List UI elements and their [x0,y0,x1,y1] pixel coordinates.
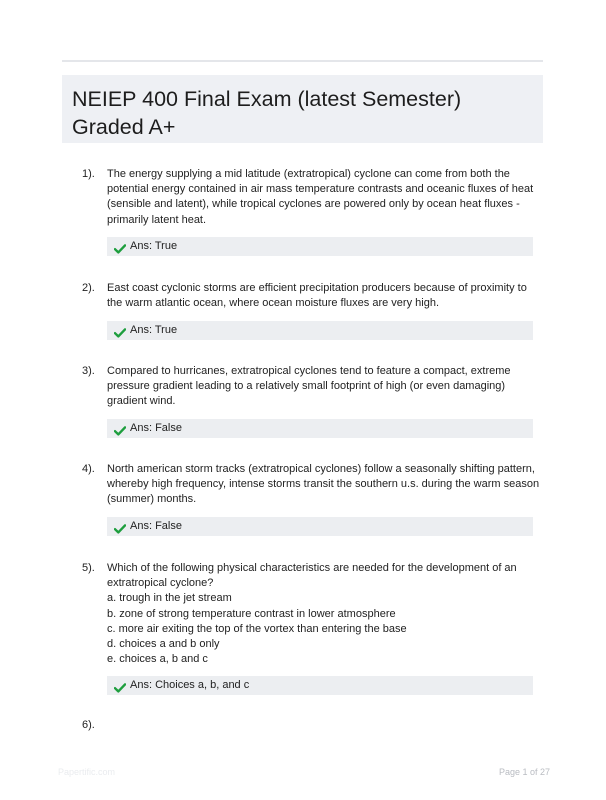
question-text-line: extratropical cyclone? [107,577,214,590]
answer-box [107,419,533,438]
checkmark-icon [114,522,126,532]
question-text-line: North american storm tracks (extratropical cyclones) follow a seasonally shifting pattern, [107,463,535,475]
question-text [107,167,534,228]
answer-box [107,517,533,536]
question-text-line: the warm atlantic ocean, where ocean moisture fluxes are very high. [107,297,439,310]
question-text [107,462,540,508]
question-text-line: (summer) months. [107,493,197,506]
answer-text: Ans: False [130,520,182,532]
question-text-line: primarily latent heat. [107,213,207,226]
checkmark-icon [114,424,126,434]
answer-box [107,237,533,256]
question-text-line: gradient wind. [107,395,176,408]
top-divider [62,60,543,62]
question-text-line: whereby high frequency, intense storms transit the southern u.s. during the warm season [107,478,540,491]
question-number: 4). [82,463,95,475]
checkmark-icon [114,681,126,691]
answer-text: Ans: False [130,422,182,434]
question-text-line: c. more air exiting the top of the vortex than entering the base [107,622,407,635]
answer-text: Ans: True [130,240,178,252]
question-text-line: Which of the following physical characteristics are needed for the development of an [107,562,517,574]
footer-watermark: Papertific.com [58,767,116,777]
checkmark-icon [114,326,126,336]
answer-box [107,676,533,695]
question-text [107,281,527,311]
checkmark-icon [114,242,126,252]
question-text [107,561,527,667]
question-number: 2). [82,282,95,294]
answer-text: Ans: Choices a, b, and c [130,679,250,691]
question-text-line: The energy supplying a mid latitude (extratropical) cyclone can come from both the [107,168,510,180]
question-text-line: a. trough in the jet stream [107,592,232,605]
page-number: Page 1 of 27 [498,767,550,777]
question-text-line: East coast cyclonic storms are efficient precipitation producers because of proximity to [107,282,527,294]
question-text-line: b. zone of strong temperature contrast in lower atmosphere [107,607,396,620]
question-number: 5). [82,562,95,574]
question-text-line: d. choices a and b only [107,638,220,651]
question-text-line: e. choices a, b and c [107,653,208,666]
question-number: 1). [82,168,95,180]
question-text-line: potential energy contained in air mass temperature contrasts and oceanic fluxes of heat [107,183,534,196]
question-text [107,364,527,410]
question-text-line: pressure gradient leading to a relatively small footprint of high (or even damaging) [107,380,506,393]
question-text-line: Compared to hurricanes, extratropical cyclones tend to feature a compact, extreme [107,365,511,377]
answer-box [107,321,533,340]
title-banner [62,75,543,143]
answer-text: Ans: True [130,324,178,336]
question-number: 6). [82,719,95,731]
document-title: NEIEP 400 Final Exam (latest Semester) Graded A+ [72,87,462,139]
question-number: 3). [82,365,95,377]
question-text-line: (sensible and latent), while tropical cyclones are powered only by ocean heat fluxes - [107,198,520,211]
